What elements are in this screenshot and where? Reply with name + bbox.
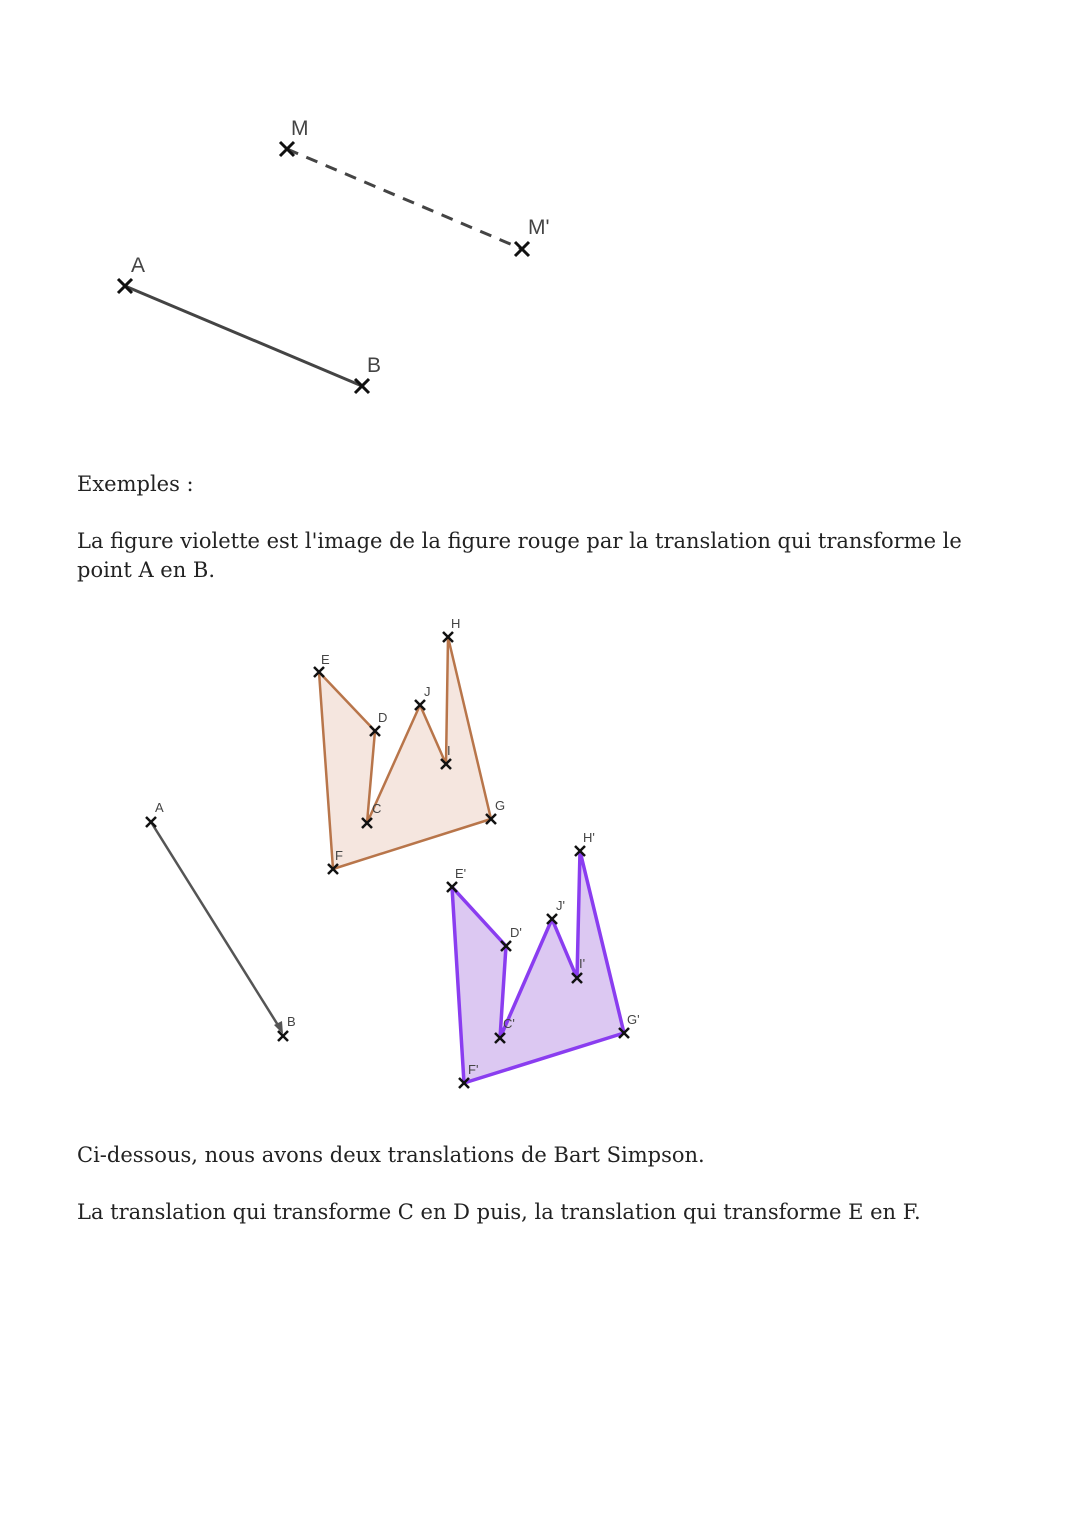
label-i-prime: I' <box>579 956 586 971</box>
violet-polygon <box>452 851 624 1083</box>
label-f: F <box>335 848 343 863</box>
label-j: J <box>424 684 431 699</box>
label-m: M <box>291 117 309 140</box>
label-i: I <box>447 743 451 758</box>
label-h-prime: H' <box>583 830 595 845</box>
label-j-prime: J' <box>556 898 565 913</box>
label-b2: B <box>287 1014 296 1029</box>
label-a: A <box>131 254 146 277</box>
vector-ab <box>151 822 281 1030</box>
paragraph-bart: Ci-dessous, nous avons deux translations de Bart Simpson. <box>77 1143 705 1167</box>
label-m-prime: M' <box>528 216 550 239</box>
label-f-prime: F' <box>468 1062 479 1077</box>
paragraph-translations: La translation qui transforme C en D puis, la translation qui transforme E en F. <box>77 1200 921 1224</box>
label-g: G <box>495 798 506 813</box>
label-c: C <box>372 801 382 816</box>
label-b: B <box>367 354 382 377</box>
examples-heading: Exemples : <box>77 472 194 496</box>
label-d: D <box>378 710 388 725</box>
label-g-prime: G' <box>627 1012 640 1027</box>
label-a2: A <box>155 800 164 815</box>
label-d-prime: D' <box>510 925 522 940</box>
label-h: H <box>451 616 461 631</box>
red-polygon <box>319 637 491 869</box>
label-e-prime: E' <box>455 866 467 881</box>
label-e: E <box>321 652 330 667</box>
paragraph-translation: La figure violette est l'image de la figure rouge par la translation qui transforme le point A en B. <box>77 529 962 582</box>
label-c-prime: C' <box>503 1016 515 1031</box>
